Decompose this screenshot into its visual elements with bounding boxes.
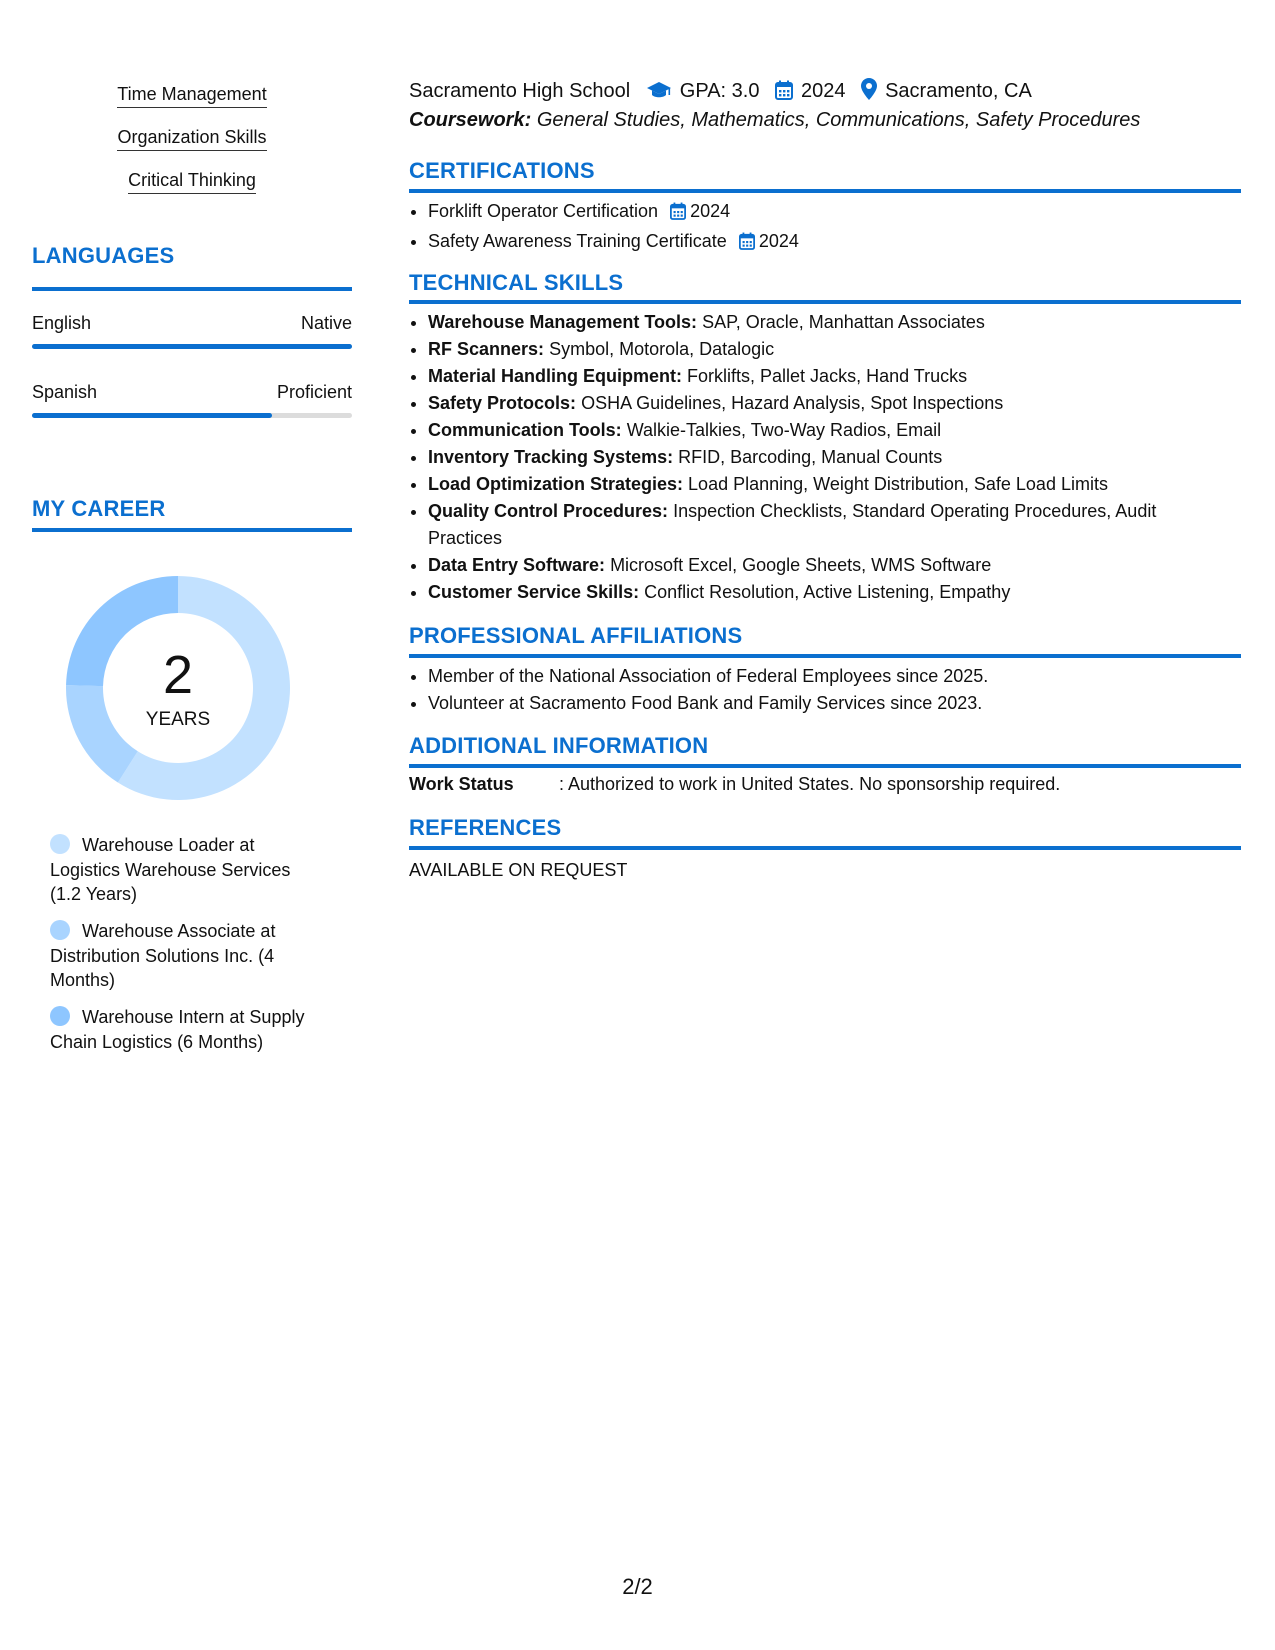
list-item: • Quality Control Procedures: Inspection Checklists, Standard Operating Procedures, Audit Practices [428,498,1218,552]
calendar-icon [739,231,755,258]
career-legend-item: Warehouse Associate at Distribution Solutions Inc. (4 Months) [50,921,276,990]
list-item: • Data Entry Software: Microsoft Excel, Google Sheets, WMS Software [428,552,1218,579]
coursework-line [409,109,1140,132]
list-item: • Inventory Tracking Systems: RFID, Barcoding, Manual Counts [428,444,1218,471]
legend-dot [50,834,70,854]
list-item: • Load Optimization Strategies: Load Planning, Weight Distribution, Safe Load Limits [428,471,1218,498]
coursework-label: Coursework: [409,109,532,131]
location-pin-icon [861,78,877,106]
section-divider [409,300,1241,304]
work-status-value: : Authorized to work in United States. No sponsorship required. [559,774,1061,794]
gpa: GPA: 3.0 [679,80,760,102]
section-divider [409,189,1241,193]
section-divider [409,846,1241,850]
certifications-heading: CERTIFICATIONS [409,158,595,183]
work-status-label: Work Status [409,774,514,794]
additional-info-heading: ADDITIONAL INFORMATION [409,733,709,758]
legend-dot [50,920,70,940]
list-item: • Customer Service Skills: Conflict Resolution, Active Listening, Empathy [428,579,1218,606]
language-bar [32,344,352,349]
graduation-cap-icon [646,80,672,106]
education-line [409,78,1032,106]
list-item: • Volunteer at Sacramento Food Bank and Family Services since 2023. [428,690,1218,717]
calendar-icon [775,80,793,106]
references-heading: REFERENCES [409,815,562,840]
graduation-year: 2024 [801,80,846,102]
list-item: • Member of the National Association of Federal Employees since 2025. [428,663,1218,690]
section-divider [32,528,352,532]
list-item: • Forklift Operator Certification 2024 [428,198,1218,228]
languages-heading: LANGUAGES [32,243,175,268]
career-total-number: 2 [162,645,194,705]
section-divider [409,764,1241,768]
legend-dot [50,1006,70,1026]
language-row [32,382,352,403]
skill-tag: Organization Skills [32,127,352,148]
language-level: Proficient [276,382,352,402]
list-item: • Safety Awareness Training Certificate 2024 [428,228,1218,258]
language-level: Native [300,313,352,333]
technical-skills-list [409,309,1218,606]
section-divider [32,287,352,291]
school-name: Sacramento High School [409,80,631,102]
language-name: English [32,313,92,333]
career-legend-item: Warehouse Loader at Logistics Warehouse Services (1.2 Years) [50,835,291,904]
list-item: • Warehouse Management Tools: SAP, Oracle, Manhattan Associates [428,309,1218,336]
language-bar [32,413,352,418]
language-bar-fill [32,344,352,349]
calendar-icon [670,201,686,228]
page-number: 2/2 [622,1574,653,1599]
list-item: • Material Handling Equipment: Forklifts, Pallet Jacks, Hand Trucks [428,363,1218,390]
affiliations-heading: PROFESSIONAL AFFILIATIONS [409,623,743,648]
career-donut-chart [66,576,290,800]
language-bar-fill [32,413,272,418]
technical-skills-heading: TECHNICAL SKILLS [409,270,624,295]
language-name: Spanish [32,382,98,402]
section-divider [409,654,1241,658]
affiliations-list [409,663,1218,717]
school-location: Sacramento, CA [885,80,1032,102]
certifications-list [409,198,1218,258]
list-item: • Safety Protocols: OSHA Guidelines, Hazard Analysis, Spot Inspections [428,390,1218,417]
career-total-unit: YEARS [145,709,211,730]
list-item: • Communication Tools: Walkie-Talkies, Two-Way Radios, Email [428,417,1218,444]
language-row [32,313,352,334]
work-status-row [409,774,1060,795]
skill-tag: Time Management [32,84,352,105]
skill-tag: Critical Thinking [32,170,352,191]
list-item: • RF Scanners: Symbol, Motorola, Datalogic [428,336,1218,363]
coursework-list: General Studies, Mathematics, Communications, Safety Procedures [536,109,1141,131]
career-heading: MY CAREER [32,496,166,521]
career-legend-item: Warehouse Intern at Supply Chain Logistics (6 Months) [50,1007,305,1052]
references-text: AVAILABLE ON REQUEST [409,860,628,880]
